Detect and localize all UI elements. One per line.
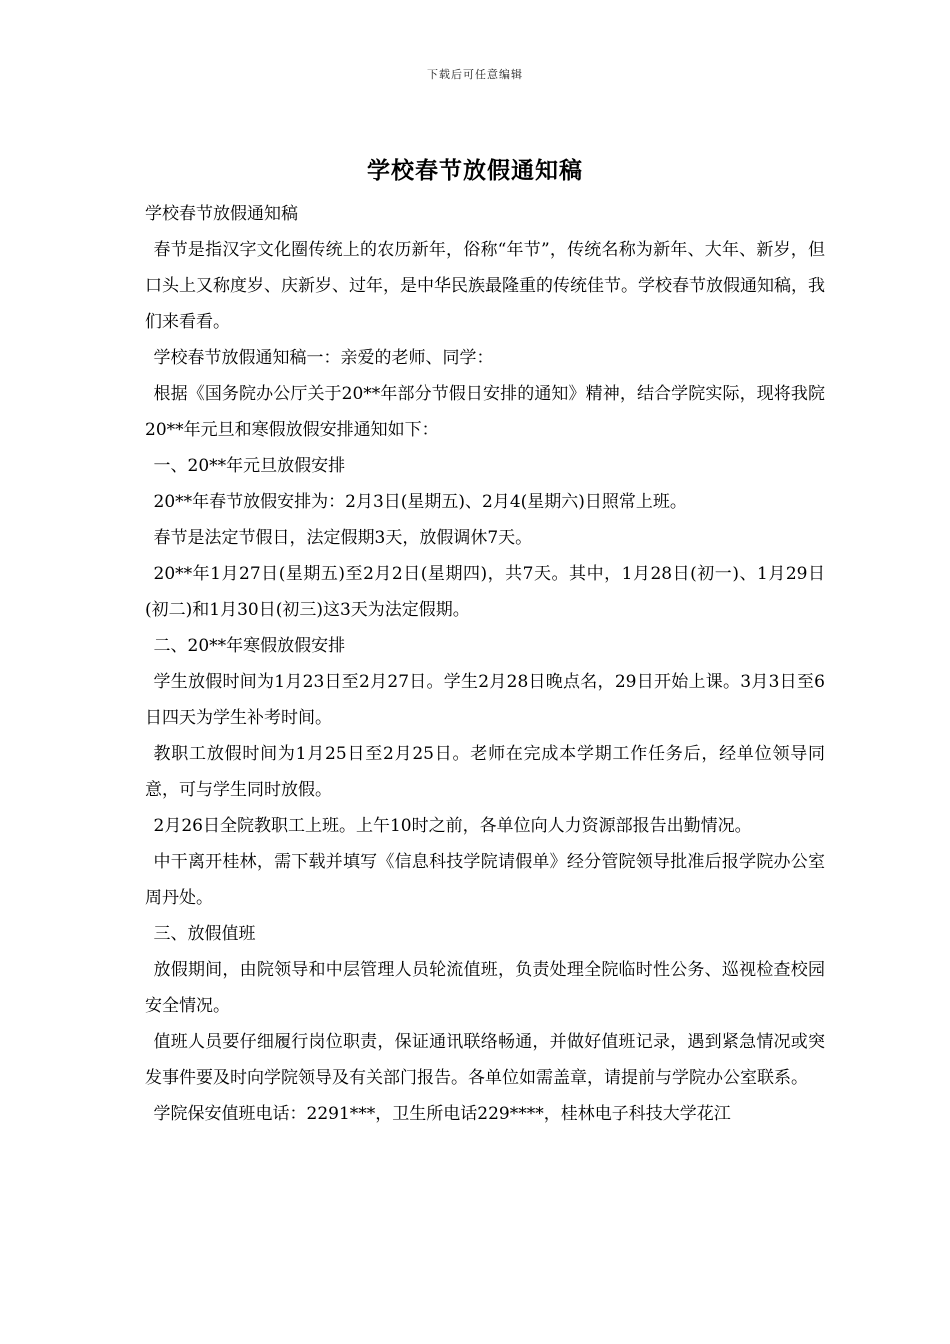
paragraph: 20**年春节放假安排为：2月3日(星期五)、2月4(星期六)日照常上班。 — [153, 492, 687, 512]
section-heading: 一、20**年元旦放假安排 — [153, 456, 346, 476]
paragraph: 2月26日全院教职工上班。上午10时之前，各单位向人力资源部报告出勤情况。 — [153, 816, 752, 836]
paragraph: 20**年1月27日(星期五)至2月2日(星期四)，共7天。其中，1月28日(初一)、1月29日(初二)和1月30日(初三)这3天为法定假期。 — [145, 564, 825, 620]
document-body — [145, 196, 825, 1132]
document-title: 学校春节放假通知稿 — [367, 157, 583, 184]
paragraph: 值班人员要仔细履行岗位职责，保证通讯联络畅通，并做好值班记录，遇到紧急情况或突发事件要及时向学院领导及有关部门报告。各单位如需盖章，请提前与学院办公室联系。 — [145, 1032, 825, 1088]
page-header-note: 下载后可任意编辑 — [427, 68, 523, 81]
paragraph: 中干离开桂林，需下载并填写《信息科技学院请假单》经分管院领导批准后报学院办公室周丹处。 — [145, 852, 825, 908]
paragraph: 学院保安值班电话：2291***，卫生所电话229****，桂林电子科技大学花江 — [153, 1104, 731, 1124]
paragraph: 教职工放假时间为1月25日至2月25日。老师在完成本学期工作任务后，经单位领导同意，可与学生同时放假。 — [145, 744, 825, 800]
section-heading: 二、20**年寒假放假安排 — [153, 636, 346, 656]
paragraph: 学校春节放假通知稿 — [145, 204, 298, 224]
paragraph: 春节是法定节假日，法定假期3天，放假调休7天。 — [153, 528, 533, 548]
paragraph: 学生放假时间为1月23日至2月27日。学生2月28日晚点名，29日开始上课。3月3日至6日四天为学生补考时间。 — [145, 672, 825, 728]
paragraph: 学校春节放假通知稿一：亲爱的老师、同学： — [153, 348, 494, 368]
paragraph: 根据《国务院办公厅关于20**年部分节假日安排的通知》精神，结合学院实际，现将我院20**年元旦和寒假放假安排通知如下： — [145, 384, 825, 440]
paragraph: 放假期间，由院领导和中层管理人员轮流值班，负责处理全院临时性公务、巡视检查校园安全情况。 — [145, 960, 825, 1016]
paragraph: 春节是指汉字文化圈传统上的农历新年，俗称“年节”，传统名称为新年、大年、新岁，但口头上又称度岁、庆新岁、过年，是中华民族最隆重的传统佳节。学校春节放假通知稿，我们来看看。 — [145, 240, 825, 332]
section-heading: 三、放假值班 — [153, 924, 256, 944]
